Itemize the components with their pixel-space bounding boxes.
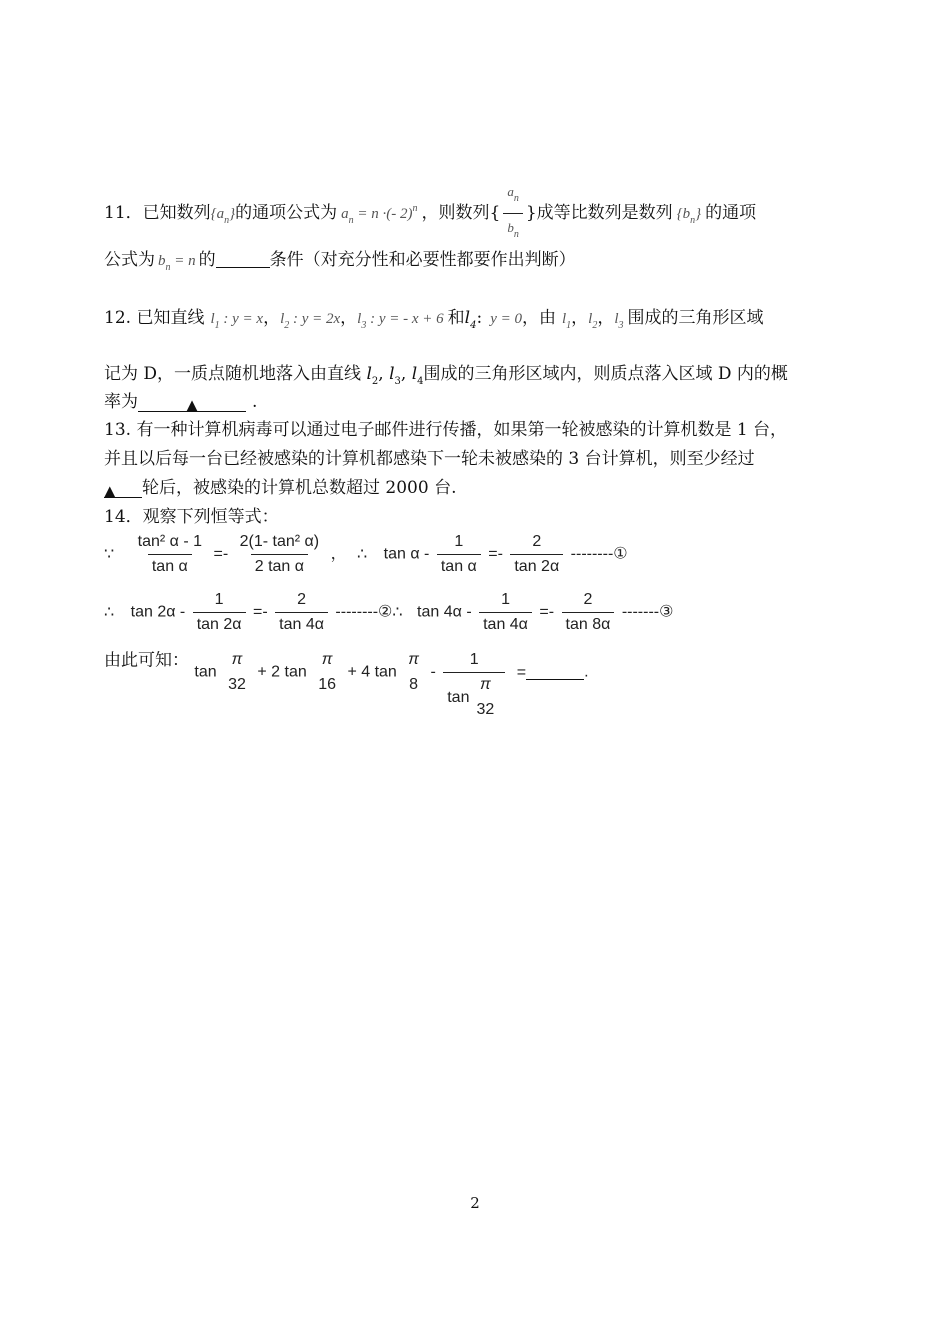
tan-a-minus: tan α - — [383, 545, 430, 563]
q14-title — [104, 505, 279, 529]
answer-blank-q14 — [526, 661, 584, 680]
q12-text5: 记为 D，一质点随机地落入由直线 — [104, 364, 367, 384]
equals-minus: =- — [488, 545, 503, 563]
therefore-symbol: ∴ — [104, 603, 115, 621]
q13-line3 — [104, 476, 456, 500]
tan-2a-minus: tan 2α - — [130, 603, 186, 621]
period: . — [584, 663, 589, 681]
comma: ， — [571, 308, 589, 328]
page-number: 2 — [470, 1194, 480, 1212]
frac-2-tan-2a: $\frac{2}{\tan 2\alpha}$ — [510, 532, 563, 577]
tan-sum-expression — [194, 650, 588, 720]
line-l4-eq: y = 0 — [490, 311, 522, 327]
sub: 3 — [394, 376, 401, 387]
answer-blank-q11 — [216, 249, 270, 268]
sep: , — [378, 364, 390, 384]
answer-blank-q13 — [104, 479, 142, 498]
sub: 4 — [417, 376, 424, 387]
q11-text2: 的通项公式为 — [235, 203, 338, 223]
q13-text1: 13. 有一种计算机病毒可以通过电子邮件进行传播，如果第一轮被感染的计算机数是 1 台， — [104, 420, 788, 440]
plus-2-tan: + 2 tan — [257, 663, 307, 681]
l: l — [366, 364, 372, 384]
line-l2: $l_2$ : y = 2x — [280, 311, 341, 331]
comma: ， — [340, 308, 358, 328]
q11-text5: 的通项 — [705, 203, 757, 223]
seq-a: $\{a_n\}$ — [210, 206, 236, 226]
q14-identity2 — [104, 590, 673, 635]
q13-text2: 并且以后每一台已经被感染的计算机都感染下一轮未被感染的 3 台计算机，则至少经过 — [104, 449, 755, 469]
therefore-symbol: ∴ — [392, 603, 403, 621]
l: l — [389, 364, 395, 384]
because-symbol: ∵ — [104, 545, 115, 563]
q13-line2 — [104, 447, 755, 471]
q11-text1: 已知数列 — [142, 203, 211, 223]
q12-text4: 围成的三角形区域 — [627, 308, 764, 328]
frac-1-tan-2a: $\frac{1}{\tan 2\alpha}$ — [193, 590, 246, 635]
line-l1: $l_1$ : y = x — [210, 311, 264, 331]
q11-line1 — [104, 180, 756, 247]
q12-line3 — [104, 390, 257, 414]
q14-conclusion — [104, 650, 589, 720]
lines-l1-l3: $l_1$ — [561, 311, 572, 331]
marker-1: --------① — [570, 545, 628, 563]
q12-text7: 率为 — [104, 392, 138, 412]
sub: 2 — [371, 376, 379, 387]
q11-text7: 的 — [198, 250, 216, 270]
frac-2tan: $\frac{\text{2(1- tan² α)}}{\text{2 tan α}}$ — [239, 533, 320, 575]
triangle-marker: ▲ — [186, 396, 198, 414]
q11-number: 11． — [104, 203, 143, 223]
q11-text6: 公式为 — [104, 250, 155, 270]
equals-minus: =- — [253, 603, 268, 621]
comma: ， — [597, 308, 615, 328]
line-l4: $l_4$ — [464, 308, 477, 331]
therefore-symbol: ∴ — [357, 545, 368, 563]
formula-bn: $b_n = n$ — [158, 253, 196, 273]
plus-4-tan: + 4 tan — [347, 663, 397, 681]
q13-line1 — [104, 418, 787, 442]
line-l3-ref: $l_3$ — [614, 311, 624, 331]
frac-pi-16: π 16 — [318, 651, 336, 693]
comma: ， — [330, 545, 347, 563]
line-l2-ref: $l_2$ — [588, 311, 598, 331]
equals: = — [516, 663, 527, 681]
q13-text3: 轮后，被感染的计算机总数超过 2000 台. — [142, 478, 457, 498]
q12-text1: 12. 已知直线 — [104, 308, 205, 328]
q12-text6: 围成的三角形区域内，则质点落入区域 D 内的概 — [423, 364, 788, 384]
tan: tan — [447, 688, 470, 706]
seq-b: $\{b_n\}$ — [676, 206, 702, 226]
q11-text8: 条件（对充分性和必要性都要作出判断） — [269, 250, 576, 270]
equals-minus: =- — [539, 603, 555, 621]
q11-text4: }成等比数列是数列 — [525, 203, 673, 223]
formula-an: $a_n = n$ ·(- 2)$^n$ — [341, 203, 418, 226]
tan: tan — [194, 663, 217, 681]
frac-2-tan-8a: $\frac{2}{\tan 8\alpha}$ — [562, 590, 615, 635]
conclusion-label: 由此可知： — [104, 650, 189, 671]
line-l3: $l_3$ : y = - x + 6 — [357, 311, 444, 331]
minus: - — [430, 663, 436, 681]
colon: : — [476, 308, 483, 328]
frac-an-bn: $\frac{a_n}{b_n}$ — [503, 180, 523, 247]
sep: , — [400, 364, 412, 384]
triangle-marker: ▲ — [104, 482, 116, 500]
q12-line1 — [104, 306, 764, 338]
q14-identity1 — [104, 532, 628, 577]
q14-title-text: 14．观察下列恒等式： — [104, 507, 279, 527]
q11-text3: ，则数列{ — [421, 203, 501, 223]
answer-blank-q12 — [138, 393, 246, 412]
tan-4a-minus: tan 4α - — [417, 603, 472, 621]
frac-2-tan-4a: $\frac{2}{\tan 4\alpha}$ — [275, 590, 328, 635]
q12-text3: ，由 — [521, 308, 556, 328]
frac-1-tan-4a: $\frac{1}{\tan 4\alpha}$ — [479, 590, 532, 635]
q12-text2: 和 — [447, 308, 465, 328]
equals-minus: =- — [213, 545, 229, 563]
marker-2: --------② — [335, 603, 393, 621]
marker-3: -------③ — [621, 603, 674, 621]
q11-line2 — [104, 248, 576, 280]
frac-pi-8: π 8 — [408, 651, 419, 693]
comma: ， — [263, 308, 281, 328]
frac-tan2a-minus1: $\frac{\text{tan² α - 1}}{\text{tan α}}$ — [137, 533, 203, 575]
frac-pi-32-inner: π 32 — [476, 676, 495, 718]
l: l — [411, 364, 418, 384]
period: . — [252, 392, 258, 412]
frac-1-tan-a: $\frac{1}{\text{tan α}}$ — [437, 532, 481, 577]
frac-pi-32: π 32 — [228, 651, 246, 693]
frac-1-over-tan-pi-32: 1 tan π 32 — [443, 650, 505, 720]
